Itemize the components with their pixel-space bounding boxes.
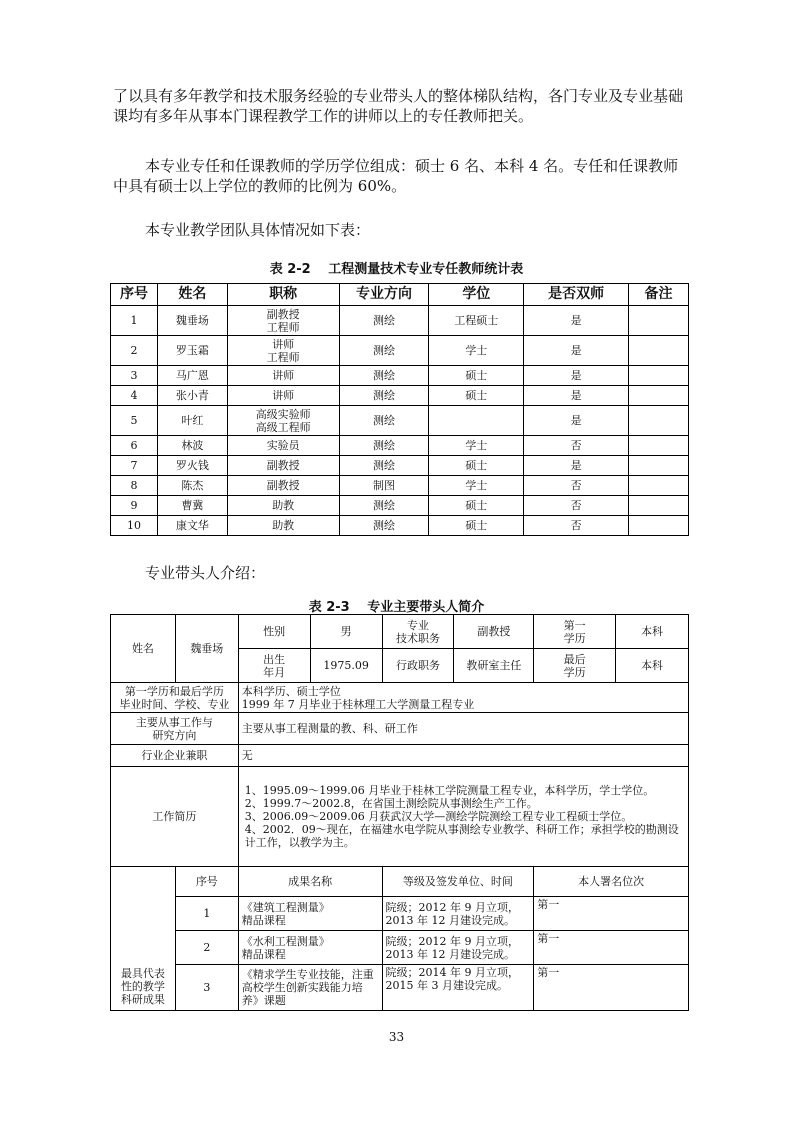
row-dual: 是 xyxy=(524,336,629,366)
row-name: 康文华 xyxy=(157,516,227,536)
row-degree xyxy=(429,406,524,436)
birth-label: 出生 年月 xyxy=(238,649,310,683)
first-edu-label: 第一 学历 xyxy=(534,615,616,649)
achv-name: 《水利工程测量》 精品课程 xyxy=(238,931,382,965)
row-dual: 否 xyxy=(524,436,629,456)
row-note xyxy=(629,476,689,496)
col-header-degree: 学位 xyxy=(429,284,524,306)
row-note xyxy=(629,496,689,516)
row-direction: 制图 xyxy=(339,476,429,496)
birth-value: 1975.09 xyxy=(310,649,382,683)
paragraph-1: 了以具有多年教学和技术服务经验的专业带头人的整体梯队结构，各门专业及专业基础课均有多年从事本门课程教学工作的讲师以上的专任教师把关。 xyxy=(113,87,684,125)
row-note xyxy=(629,336,689,366)
row-name: 魏垂场 xyxy=(157,306,227,336)
row-direction: 测绘 xyxy=(339,406,429,436)
table-row xyxy=(111,476,689,496)
row-note xyxy=(629,516,689,536)
row-title: 高级实验师 高级工程师 xyxy=(227,406,339,436)
row-name: 罗玉霜 xyxy=(157,336,227,366)
row-no: 8 xyxy=(111,476,158,496)
row-direction: 测绘 xyxy=(339,336,429,366)
table1-caption: 表 2-2 工程测量技术专业专任教师统计表 xyxy=(269,262,524,277)
table-row xyxy=(111,456,689,476)
gender-value: 男 xyxy=(310,615,382,649)
row-title: 副教授 xyxy=(227,476,339,496)
col-header-note: 备注 xyxy=(629,284,689,306)
first-edu-value: 本科 xyxy=(616,615,689,649)
row-title: 副教授 xyxy=(227,456,339,476)
row-degree: 学士 xyxy=(429,336,524,366)
row-degree: 学士 xyxy=(429,436,524,456)
table-row xyxy=(111,496,689,516)
teacher-table xyxy=(110,283,689,536)
gender-label: 性别 xyxy=(238,615,310,649)
row-dual: 否 xyxy=(524,516,629,536)
row-name: 曹冀 xyxy=(157,496,227,516)
row-name: 林波 xyxy=(157,436,227,456)
row-title: 助教 xyxy=(227,496,339,516)
row-name: 罗火钱 xyxy=(157,456,227,476)
research-label: 主要从事工作与 研究方向 xyxy=(111,713,239,745)
tech-title-value: 副教授 xyxy=(454,615,534,649)
row-dual: 是 xyxy=(524,306,629,336)
row-note xyxy=(629,386,689,406)
row-no: 2 xyxy=(111,336,158,366)
industry-value: 无 xyxy=(238,745,688,767)
achv-no: 3 xyxy=(175,965,238,1011)
achv-no: 2 xyxy=(175,931,238,965)
table-row xyxy=(111,516,689,536)
row-no: 10 xyxy=(111,516,158,536)
intro-line: 专业带头人介绍： xyxy=(145,564,266,582)
table-row xyxy=(111,306,689,336)
row-dual: 否 xyxy=(524,496,629,516)
row-dual: 是 xyxy=(524,366,629,386)
row-dual: 是 xyxy=(524,386,629,406)
row-no: 7 xyxy=(111,456,158,476)
achievements-label: 最具代表 性的教学 科研成果 xyxy=(111,867,176,1011)
row-note xyxy=(629,406,689,436)
row-degree: 硕士 xyxy=(429,516,524,536)
table-row xyxy=(111,386,689,406)
row-name: 叶红 xyxy=(157,406,227,436)
row-name: 陈杰 xyxy=(157,476,227,496)
row-title: 讲师 xyxy=(227,366,339,386)
teacher-table-header xyxy=(111,284,689,306)
last-edu-label: 最后 学历 xyxy=(534,649,616,683)
achv-no: 1 xyxy=(175,897,238,931)
achv-rank: 第一 xyxy=(534,965,689,1011)
row-degree: 硕士 xyxy=(429,366,524,386)
row-degree: 硕士 xyxy=(429,386,524,406)
achv-name: 《精求学生专业技能，注重高校学生创新实践能力培养》课题 xyxy=(238,965,382,1011)
paragraph-2: 本专业专任和任课教师的学历学位组成：硕士 6 名、本科 4 名。专任和任课教师中具有硕士以上学位的教师的比例为 60%。 xyxy=(113,157,679,195)
work-label: 工作简历 xyxy=(111,767,239,867)
name-label: 姓名 xyxy=(111,615,176,683)
col-header-name: 姓名 xyxy=(157,284,227,306)
row-direction: 测绘 xyxy=(339,516,429,536)
last-edu-value: 本科 xyxy=(616,649,689,683)
table-row xyxy=(111,366,689,386)
row-direction: 测绘 xyxy=(339,366,429,386)
row-degree: 硕士 xyxy=(429,496,524,516)
col-header-no: 序号 xyxy=(111,284,158,306)
row-no: 4 xyxy=(111,386,158,406)
row-no: 5 xyxy=(111,406,158,436)
table-row xyxy=(111,406,689,436)
row-direction: 测绘 xyxy=(339,456,429,476)
row-degree: 学士 xyxy=(429,476,524,496)
row-title: 讲师 xyxy=(227,386,339,406)
name-value: 魏垂场 xyxy=(175,615,238,683)
industry-label: 行业企业兼职 xyxy=(111,745,239,767)
paragraph-3: 本专业教学团队具体情况如下表： xyxy=(145,221,371,239)
row-name: 张小青 xyxy=(157,386,227,406)
table-row xyxy=(111,436,689,456)
achv-name: 《建筑工程测量》 精品课程 xyxy=(238,897,382,931)
row-note xyxy=(629,366,689,386)
row-direction: 测绘 xyxy=(339,306,429,336)
row-note xyxy=(629,456,689,476)
row-direction: 测绘 xyxy=(339,386,429,406)
achv-rank: 第一 xyxy=(534,897,689,931)
row-no: 6 xyxy=(111,436,158,456)
tech-title-label: 专业 技术职务 xyxy=(382,615,454,649)
row-degree: 硕士 xyxy=(429,456,524,476)
row-title: 副教授 工程师 xyxy=(227,306,339,336)
achv-header-name: 成果名称 xyxy=(238,867,382,897)
row-name: 马广恩 xyxy=(157,366,227,386)
achv-level: 院级；2012 年 9 月立项，2013 年 12 月建设完成。 xyxy=(382,897,534,931)
row-degree: 工程硕士 xyxy=(429,306,524,336)
row-direction: 测绘 xyxy=(339,436,429,456)
row-title: 助教 xyxy=(227,516,339,536)
page-number: 33 xyxy=(388,1030,405,1044)
row-no: 9 xyxy=(111,496,158,516)
table2-caption: 表 2-3 专业主要带头人简介 xyxy=(308,600,485,615)
row-dual: 是 xyxy=(524,406,629,436)
achv-level: 院级；2014 年 9 月立项，2015 年 3 月建设完成。 xyxy=(382,965,534,1011)
admin-label: 行政职务 xyxy=(382,649,454,683)
achv-header-level: 等级及签发单位、时间 xyxy=(382,867,534,897)
research-value: 主要从事工程测量的教、科、研工作 xyxy=(238,713,688,745)
achv-level: 院级；2012 年 9 月立项，2013 年 12 月建设完成。 xyxy=(382,931,534,965)
row-dual: 是 xyxy=(524,456,629,476)
row-no: 3 xyxy=(111,366,158,386)
achv-header-no: 序号 xyxy=(175,867,238,897)
row-title: 实验员 xyxy=(227,436,339,456)
achv-rank: 第一 xyxy=(534,931,689,965)
row-note xyxy=(629,306,689,336)
table-row xyxy=(111,336,689,366)
work-value: 1、1995.09～1999.06 月毕业于桂林工学院测量工程专业，本科学历，学士学位。 2、1999.7～2002.8，在省国土测绘院从事测绘生产工作。 3、2006.09～2009.06 月获武汉大学—测绘学院测绘工程专业工程硕士学位。 4、2002．09～现在，在福建水电学院从事测绘专业教学、科研工作；承担学校的勘测设计工作，以教学为主。 xyxy=(238,767,688,867)
edu-value: 本科学历、硕士学位 1999 年 7 月毕业于桂林理工大学测量工程专业 xyxy=(238,683,688,713)
row-no: 1 xyxy=(111,306,158,336)
edu-label: 第一学历和最后学历 毕业时间、学校、专业 xyxy=(111,683,239,713)
achv-header-rank: 本人署名位次 xyxy=(534,867,689,897)
col-header-direction: 专业方向 xyxy=(339,284,429,306)
row-title: 讲师 工程师 xyxy=(227,336,339,366)
leader-table xyxy=(110,614,689,1011)
row-dual: 否 xyxy=(524,476,629,496)
admin-value: 教研室主任 xyxy=(454,649,534,683)
col-header-dual: 是否双师 xyxy=(524,284,629,306)
row-note xyxy=(629,436,689,456)
row-direction: 测绘 xyxy=(339,496,429,516)
col-header-title: 职称 xyxy=(227,284,339,306)
